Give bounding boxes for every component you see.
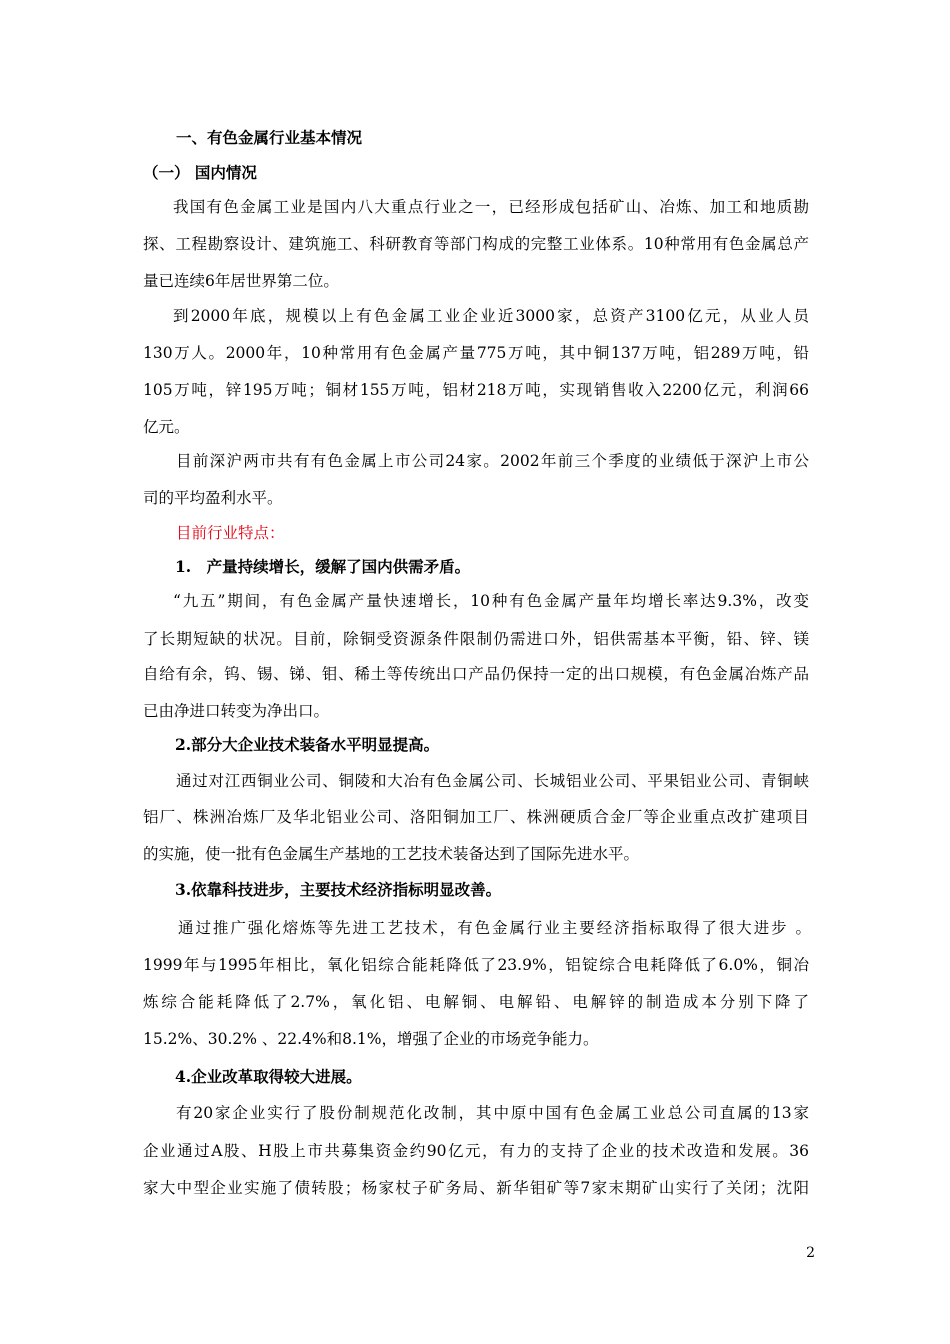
paragraph-line: 已由净进口转变为净出口。 bbox=[143, 702, 330, 720]
paragraph-line: “九五”期间，有色金属产量快速增长，10种有色金属产量年均增长率达9.3%，改变 bbox=[173, 592, 809, 610]
paragraph-line: 我国有色金属工业是国内八大重点行业之一，已经形成包括矿山、冶炼、加工和地质勘 bbox=[173, 198, 809, 216]
paragraph-line: 通过对江西铜业公司、铜陵和大冶有色金属公司、长城铝业公司、平果铝业公司、青铜峡 bbox=[176, 772, 809, 790]
paragraph-line: 目前深沪两市共有有色金属上市公司24家。2002年前三个季度的业绩低于深沪上市公 bbox=[176, 452, 809, 470]
paragraph-line: 有20家企业实行了股份制规范化改制，其中原中国有色金属工业总公司直属的13家 bbox=[176, 1104, 809, 1122]
paragraph-line: 司的平均盈利水平。 bbox=[143, 489, 283, 507]
paragraph-line: 亿元。 bbox=[143, 418, 190, 436]
paragraph-line: 通过推广强化熔炼等先进工艺技术，有色金属行业主要经济指标取得了很大进步 。 bbox=[178, 919, 811, 937]
section-heading: 一、有色金属行业基本情况 bbox=[176, 128, 363, 147]
paragraph-line: 了长期短缺的状况。目前，除铜受资源条件限制仍需进口外，铝供需基本平衡，铅、锌、镁 bbox=[143, 630, 809, 648]
paragraph-line: 15.2%、30.2% 、22.4%和8.1%，增强了企业的市场竞争能力。 bbox=[143, 1030, 599, 1048]
features-title: 目前行业特点： bbox=[176, 524, 285, 542]
section-title-3: 3.依靠科技进步，主要技术经济指标明显改善。 bbox=[175, 880, 502, 899]
section-title-4: 4.企业改革取得较大进展。 bbox=[175, 1067, 362, 1086]
paragraph-line: 1999年与1995年相比，氧化铝综合能耗降低了23.9%，铝锭综合电耗降低了6.0%，铜冶 bbox=[143, 956, 809, 974]
paragraph-line: 铝厂、株洲冶炼厂及华北铝业公司、洛阳铜加工厂、株洲硬质合金厂等企业重点改扩建项目 bbox=[143, 808, 809, 826]
section-title-1: 1. 产量持续增长，缓解了国内供需矛盾。 bbox=[175, 557, 471, 576]
subsection-heading: （一） 国内情况 bbox=[143, 163, 257, 182]
page-number: 2 bbox=[806, 1245, 815, 1261]
paragraph-line: 105万吨，锌195万吨；铜材155万吨，铝材218万吨，实现销售收入2200亿元，利润66 bbox=[143, 381, 809, 399]
paragraph-line: 的实施，使一批有色金属生产基地的工艺技术装备达到了国际先进水平。 bbox=[143, 845, 640, 863]
paragraph-line: 到2000年底，规模以上有色金属工业企业近3000家，总资产3100亿元，从业人员 bbox=[173, 307, 809, 325]
paragraph-line: 家大中型企业实施了债转股；杨家杖子矿务局、新华钼矿等7家末期矿山实行了关闭；沈阳 bbox=[143, 1179, 809, 1197]
paragraph-line: 探、工程勘察设计、建筑施工、科研教育等部门构成的完整工业体系。10种常用有色金属总产 bbox=[143, 235, 809, 253]
section-title-2: 2.部分大企业技术装备水平明显提高。 bbox=[175, 735, 440, 754]
paragraph-line: 炼综合能耗降低了2.7%，氧化铝、电解铜、电解铅、电解锌的制造成本分别下降了 bbox=[143, 993, 809, 1011]
paragraph-line: 130万人。2000年，10种常用有色金属产量775万吨，其中铜137万吨，铝289万吨，铅 bbox=[143, 344, 809, 362]
paragraph-line: 自给有余，钨、锡、锑、钼、稀土等传统出口产品仍保持一定的出口规模，有色金属冶炼产品 bbox=[143, 665, 809, 683]
paragraph-line: 企业通过A股、H股上市共募集资金约90亿元，有力的支持了企业的技术改造和发展。36 bbox=[143, 1142, 809, 1160]
paragraph-line: 量已连续6年居世界第二位。 bbox=[143, 272, 339, 290]
